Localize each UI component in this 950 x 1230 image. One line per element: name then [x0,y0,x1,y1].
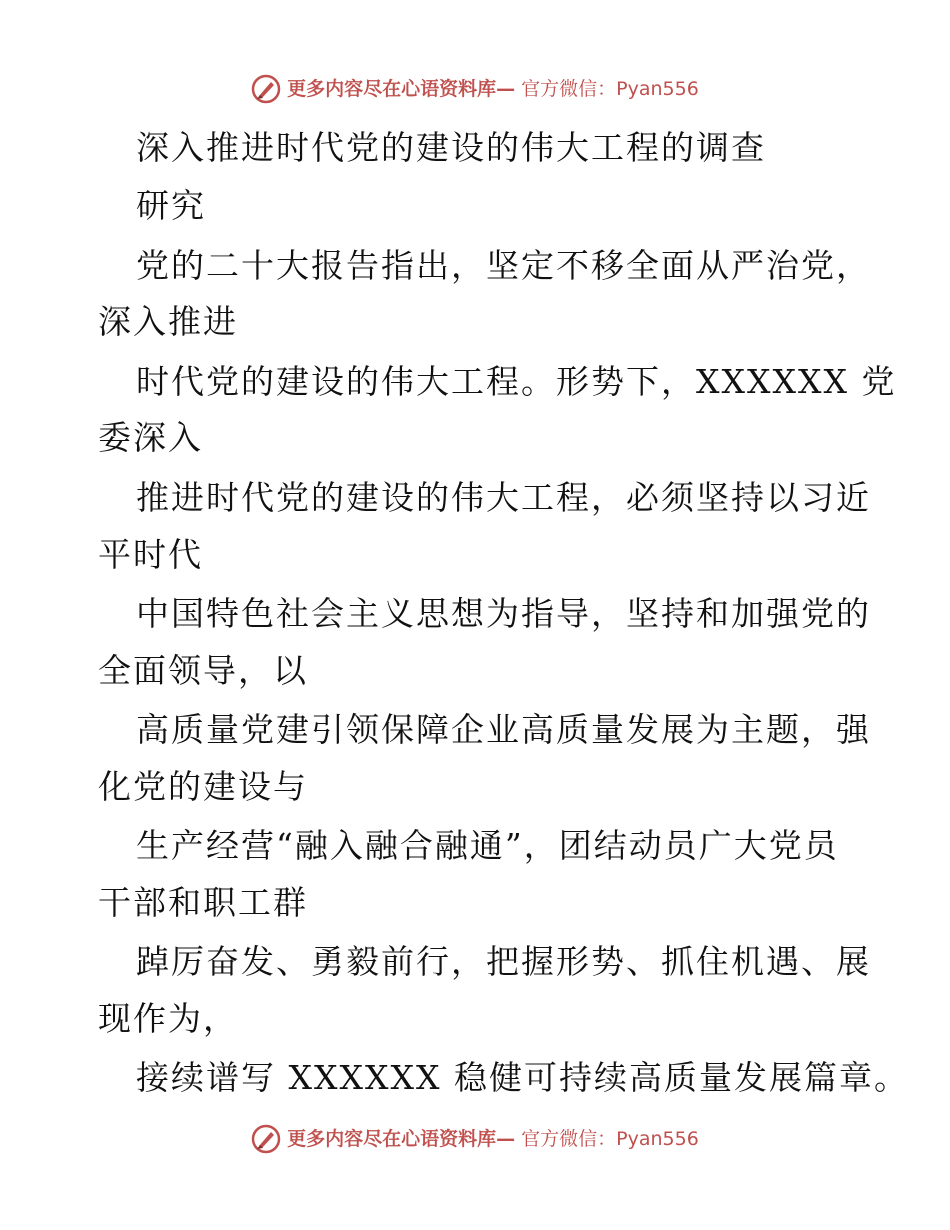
watermark-contact: 官方微信：Pyan556 [521,1128,699,1150]
text-line: 全面领导，以 [98,651,308,690]
footer-watermark [0,1124,950,1154]
document-title-line-1: 深入推进时代党的建设的伟大工程的调查 [136,128,766,167]
text-line: 中国特色社会主义思想为指导，坚持和加强党的 [136,594,871,633]
text-line: 踔厉奋发、勇毅前行，把握形势、抓住机遇、展 [136,942,871,981]
watermark-text: 更多内容尽在心语资料库— [287,1128,516,1150]
text-line: 干部和职工群 [98,883,308,922]
text-line: 平时代 [98,535,203,574]
text-line: 深入推进 [98,302,238,341]
text-line: 现作为， [98,999,238,1038]
text-line: 推进时代党的建设的伟大工程，必须坚持以习近 [136,478,871,517]
text-line: 生产经营“融入融合融通”，团结动员广大党员 [136,826,839,865]
text-line: 接续谱写 XXXXXX 稳健可持续高质量发展篇章。 [136,1058,909,1097]
document-title-line-2: 研究 [136,186,206,225]
watermark-text: 更多内容尽在心语资料库— [287,78,516,100]
text-line: 高质量党建引领保障企业高质量发展为主题，强 [136,710,871,749]
text-line: 化党的建设与 [98,767,308,806]
text-line: 时代党的建设的伟大工程。形势下，XXXXXX 党 [136,362,897,401]
text-line: 党的二十大报告指出，坚定不移全面从严治党， [136,246,871,285]
watermark-contact: 官方微信：Pyan556 [521,78,699,100]
pen-logo-icon [251,1124,281,1154]
text-line: 委深入 [98,418,203,457]
